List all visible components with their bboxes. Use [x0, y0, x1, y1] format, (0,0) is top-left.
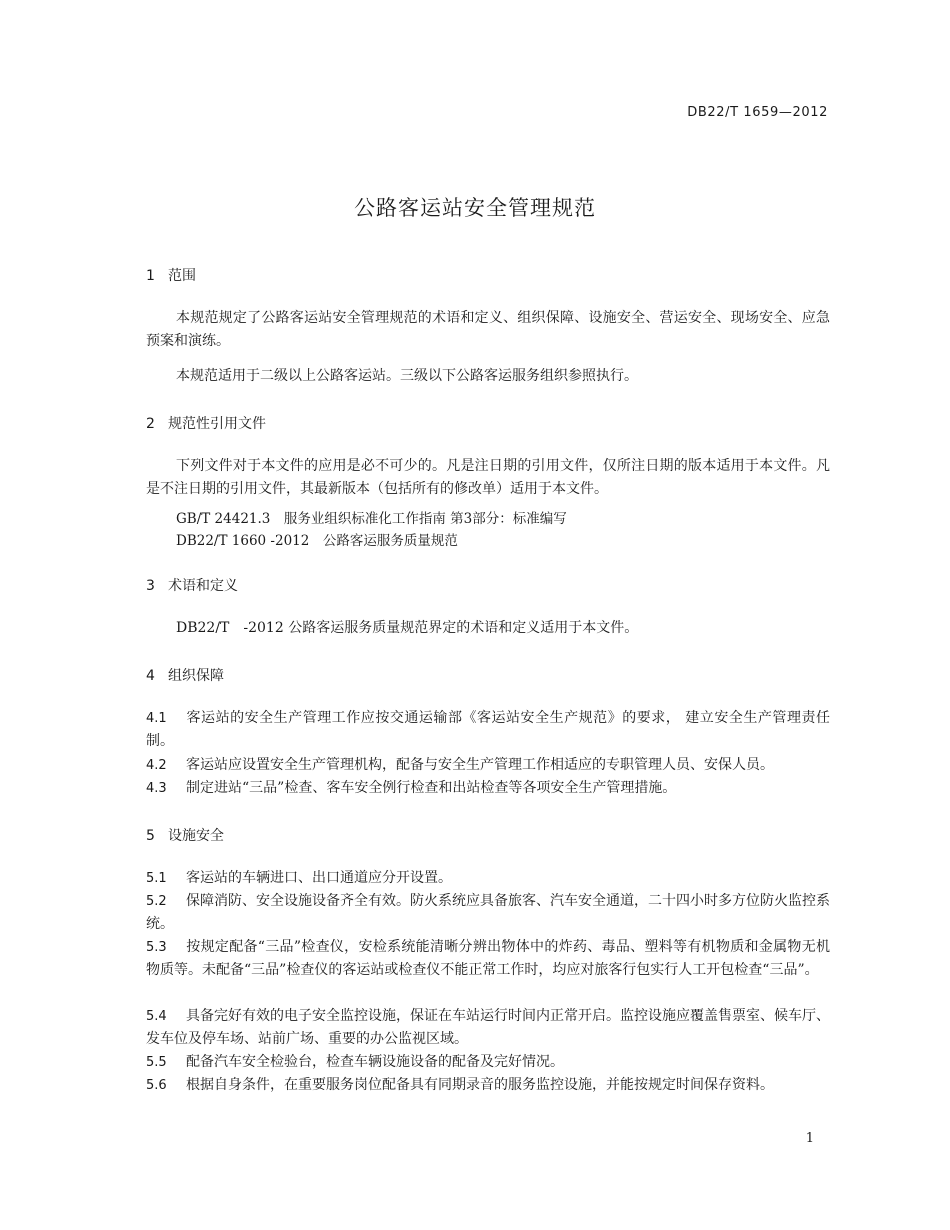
clause-number: 5.1: [146, 871, 167, 886]
section-number: 2: [146, 416, 155, 432]
section-heading-2: [146, 413, 266, 433]
section-title: 设施安全: [168, 828, 224, 844]
normative-reference: GB/T 24421.3 服务业组织标准化工作指南 第3部分：标准编写: [176, 511, 567, 527]
section-number: 3: [146, 578, 155, 594]
clause-text: 配备汽车安全检验台，检查车辆设施设备的配备及完好情况。: [186, 1054, 564, 1070]
clause-number: 4.3: [146, 781, 167, 796]
clause-text: 具备完好有效的电子安全监控设施，保证在车站运行时间内正常开启。监控设施应覆盖售票室、候车厅、发车位及停车场、站前广场、重要的办公监视区域。: [146, 1008, 830, 1047]
normative-reference: DB22/T 1660 -2012 公路客运服务质量规范: [176, 533, 458, 549]
clause-number: 5.5: [146, 1055, 167, 1070]
clause-5-2: [146, 890, 830, 936]
clause-5-6: [146, 1074, 830, 1097]
clause-text: 保障消防、安全设施设备齐全有效。防火系统应具备旅客、汽车安全通道，二十四小时多方位防火监控系统。: [146, 893, 830, 932]
section-heading-3: [146, 575, 238, 595]
clause-text: 客运站的车辆进口、出口通道应分开设置。: [186, 870, 452, 886]
section-number: 4: [146, 668, 155, 684]
clause-number: 5.2: [146, 894, 167, 909]
section-title: 术语和定义: [168, 578, 238, 594]
clause-text: 制定进站“三品”检查、客车安全例行检查和出站检查等各项安全生产管理措施。: [186, 780, 677, 796]
clause-5-1: [146, 867, 830, 890]
section-title: 规范性引用文件: [168, 416, 266, 432]
clause-4-1: [146, 707, 830, 753]
clause-number: 5.3: [146, 940, 167, 955]
clause-4-3: [146, 777, 830, 800]
clause-5-5: [146, 1051, 830, 1074]
page-title: 公路客运站安全管理规范: [354, 196, 596, 220]
document-code: DB22/T 1659—2012: [687, 105, 828, 120]
paragraph: DB22/T -2012 公路客运服务质量规范界定的术语和定义适用于本文件。: [176, 620, 639, 636]
clause-5-3: [146, 936, 830, 982]
section-number: 1: [146, 268, 155, 284]
section-heading-5: [146, 825, 224, 845]
section-number: 5: [146, 828, 155, 844]
clause-number: 5.6: [146, 1078, 167, 1093]
paragraph: 下列文件对于本文件的应用是必不可少的。凡是注日期的引用文件，仅所注日期的版本适用于本文件。凡是不注日期的引用文件，其最新版本（包括所有的修改单）适用于本文件。: [146, 458, 830, 497]
clause-text: 客运站的安全生产管理工作应按交通运输部《客运站安全生产规范》的要求， 建立安全生产管理责任制。: [146, 710, 830, 749]
clause-text: 按规定配备“三品”检查仪，安检系统能清晰分辨出物体中的炸药、毒品、塑料等有机物质和金属物无机物质等。未配备“三品”检查仪的客运站或检查仪不能正常工作时，均应对旅客行包实行人工开包检查“三品”。: [146, 939, 830, 978]
page-number: 1: [805, 1131, 814, 1146]
clause-number: 4.1: [146, 711, 167, 726]
clause-text: 根据自身条件，在重要服务岗位配备具有同期录音的服务监控设施，并能按规定时间保存资料。: [186, 1077, 774, 1093]
clause-5-4: [146, 1005, 830, 1051]
paragraph: 本规范规定了公路客运站安全管理规范的术语和定义、组织保障、设施安全、营运安全、现场安全、应急预案和演练。: [146, 310, 830, 349]
paragraph: 本规范适用于二级以上公路客运站。三级以下公路客运服务组织参照执行。: [176, 368, 638, 384]
clause-number: 4.2: [146, 758, 167, 773]
section-title: 范围: [168, 268, 196, 284]
section-heading-1: [146, 265, 196, 285]
clause-text: 客运站应设置安全生产管理机构，配备与安全生产管理工作相适应的专职管理人员、安保人员。: [186, 757, 774, 773]
section-title: 组织保障: [168, 668, 224, 684]
clause-4-2: [146, 754, 830, 777]
clause-number: 5.4: [146, 1009, 167, 1024]
section-heading-4: [146, 665, 224, 685]
